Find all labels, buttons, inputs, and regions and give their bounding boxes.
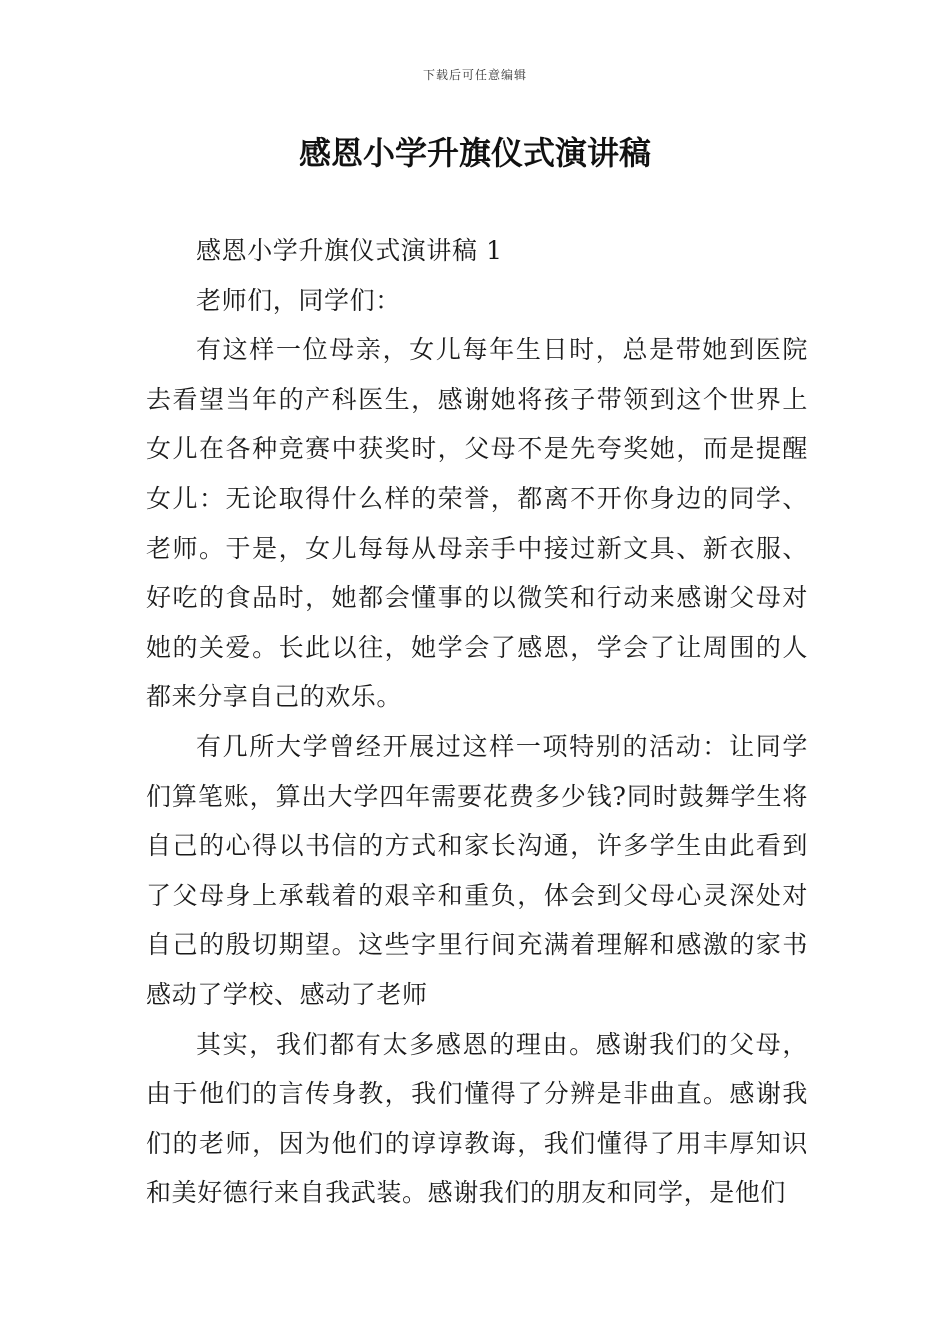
body-paragraph: 有这样一位母亲，女儿每年生日时，总是带她到医院去看望当年的产科医生，感谢她将孩子带领到这个世界上女儿在各种竞赛中获奖时，父母不是先夸奖她，而是提醒女儿：无论取得什么样的荣誉，都离不开你身边的同学、老师。于是，女儿每每从母亲手中接过新文具、新衣服、好吃的食品时，她都会懂事的以微笑和行动来感谢父母对她的关爱。长此以往，她学会了感恩，学会了让周围的人都来分享自己的欢乐。 [146,335,808,712]
document-title: 感恩小学升旗仪式演讲稿 [298,134,651,172]
header-note: 下载后可任意编辑 [422,68,527,82]
body-paragraph: 其实，我们都有太多感恩的理由。感谢我们的父母，由于他们的言传身教，我们懂得了分辨是非曲直。感谢我们的老师，因为他们的谆谆教诲，我们懂得了用丰厚知识和美好德行来自我武装。感谢我们的朋友和同学，是他们 [146,1029,808,1208]
document-body [146,226,808,1218]
body-paragraph: 有几所大学曾经开展过这样一项特别的活动：让同学们算笔账，算出大学四年需要花费多少钱?同时鼓舞学生将自己的心得以书信的方式和家长沟通，许多学生由此看到了父母身上承载着的艰辛和重负，体会到父母心灵深处对自己的殷切期望。这些字里行间充满着理解和感激的家书感动了学校、感动了老师 [146,731,808,1009]
section-heading: 感恩小学升旗仪式演讲稿 1 [196,236,503,265]
salutation: 老师们，同学们： [196,285,401,315]
